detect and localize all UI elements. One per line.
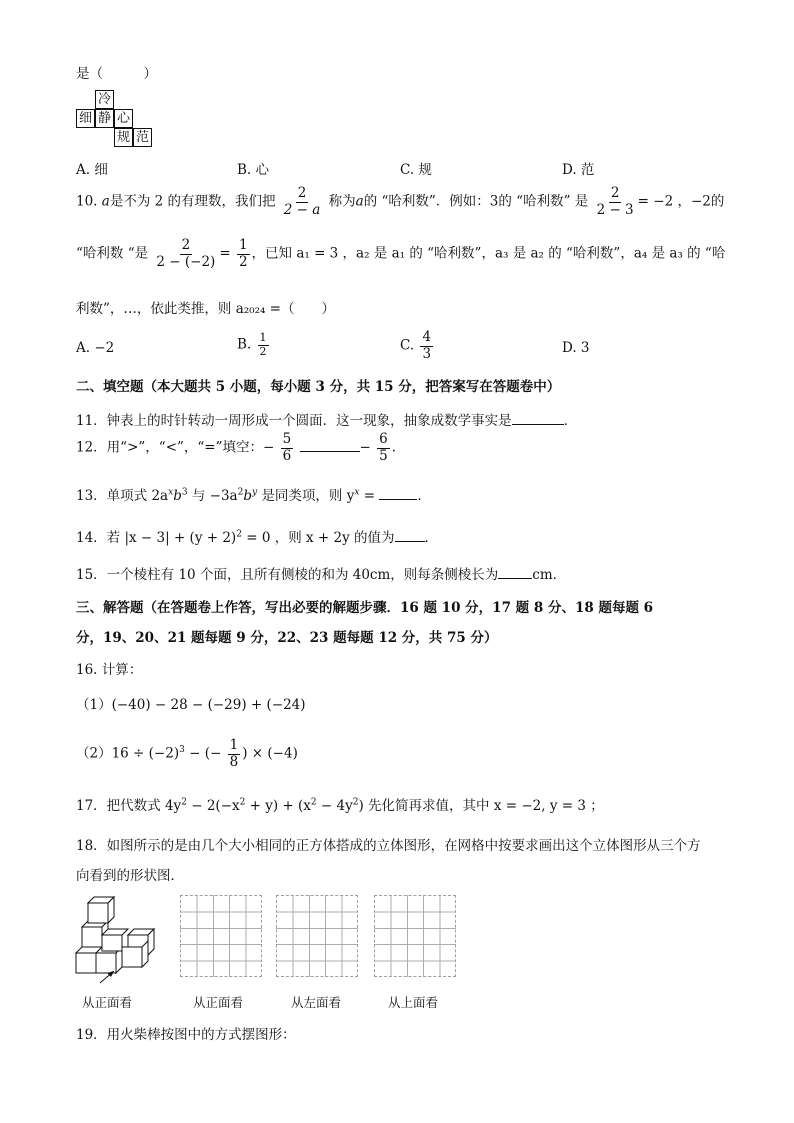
caption-figure: 从正面看 xyxy=(82,995,133,1010)
q15: 15．一个棱柱有 10 个面，且所有侧棱的和为 40cm，则每条侧棱长为 cm． xyxy=(76,567,567,583)
caption-top-view: 从上面看 xyxy=(388,995,439,1010)
answer-blank xyxy=(300,439,360,452)
fraction: $\frac{2}{2 - (-2)}$ xyxy=(156,237,216,270)
net-cell-3: 静 xyxy=(95,109,114,128)
section-3-title-line-1: 三、解答题（在答题卷上作答，写出必要的解题步骤．16 题 10 分，17 题 8 分、18 题每题 6 xyxy=(76,600,654,616)
q11: 11．钟表上的时针转动一周形成一个圆面．这一现象，抽象成数学事实是 ． xyxy=(76,413,578,429)
q10-option-a: A. −2 xyxy=(76,340,115,356)
q10-option-b: B. $\frac{1}{2}$ xyxy=(237,331,267,358)
drawing-grid-top[interactable] xyxy=(374,895,456,977)
fraction: $\frac{2}{2 - 3}$ xyxy=(596,185,634,218)
answer-blank xyxy=(498,566,532,579)
net-cell-1: 冷 xyxy=(95,90,114,109)
q10-option-d: D. 3 xyxy=(562,340,590,356)
q18-line-1: 18．如图所示的是由几个大小相同的正方体搭成的立体图形，在网格中按要求画出这个立体图形从三个方 xyxy=(76,838,701,854)
q14: 14．若 $|x - 3| + (y + 2)^2 = 0$ ，则 x + 2y 的值为 ． xyxy=(76,529,439,546)
answer-blank xyxy=(512,412,564,425)
caption-front-view: 从正面看 xyxy=(193,995,244,1010)
cube-stack-figure xyxy=(74,893,158,987)
q13: 13．单项式 $2a^xb^3$ 与 $-3a^2b^y$ 是同类项，则 $y^x$ = ． xyxy=(76,487,431,504)
q18-line-2: 向看到的形状图． xyxy=(76,868,184,884)
answer-blank xyxy=(379,487,417,500)
caption-left-view: 从左面看 xyxy=(291,995,342,1010)
q9-option-d: D. 范 xyxy=(562,162,595,178)
q17: 17．把代数式 $4y^2 - 2(-x^2 + y) + (x^2 - 4y^2)$ 先化简再求值，其中 x = −2, y = 3 ； xyxy=(76,797,604,814)
q10-option-c: C. $\frac{4}{3}$ xyxy=(400,329,432,362)
drawing-grid-front[interactable] xyxy=(180,895,262,977)
section-3-title-line-2: 分，19、20、21 题每题 9 分，22、23 题每题 12 分，共 75 分） xyxy=(76,630,498,646)
section-2-title: 二、填空题（本大题共 5 小题，每小题 3 分，共 15 分，把答案写在答题卷中） xyxy=(76,379,561,395)
drawing-grid-left[interactable] xyxy=(276,895,358,977)
fraction: $\frac{1}{2}$ xyxy=(238,237,248,270)
net-cell-2: 细 xyxy=(76,109,95,128)
q12: 12．用“>”，“<”，“=”填空：− $\frac{5}{6}$ − $\frac{6}{5}$ ． xyxy=(76,431,406,464)
net-cell-5: 规 xyxy=(114,128,133,147)
q10-line-1: 10. a是不为 2 的有理数，我们把 $\frac{2}{2 - a}$ 称为a的 “哈利数”．例如：3的 “哈利数” 是 $\frac{2}{2 - 3}$ = −2 ，−2的 xyxy=(76,185,725,218)
fraction: $\frac{2}{2 - a}$ xyxy=(283,185,321,218)
q9-stem-end: 是（ ） xyxy=(76,66,157,82)
net-cell-4: 心 xyxy=(114,109,133,128)
q19: 19．用火柴棒按图中的方式摆图形： xyxy=(76,1027,296,1043)
q10-line-3: 利数”，…，依此类推，则 a₂₀₂₄ =（ ） xyxy=(76,301,335,317)
q16-title: 16. 计算： xyxy=(76,662,143,678)
q10-line-2: “哈利数 “是 $\frac{2}{2 - (-2)}$ = $\frac{1}{2}$ ，已知 a₁ = 3 ，a₂ 是 a₁ 的 “哈利数”，a₃ 是 a₂ 的 “哈利数”，a₄ 是 a₃ 的 “哈 xyxy=(76,237,726,270)
q9-option-b: B. 心 xyxy=(237,162,270,178)
q9-option-c: C. 规 xyxy=(400,162,432,178)
q9-option-a: A. 细 xyxy=(76,162,108,178)
q16-part-2: $(2)16 \div (-2)^3$ − (− $\frac{1}{8}$ ) × (−4) xyxy=(76,737,298,770)
answer-blank xyxy=(395,529,425,542)
q16-part-1: （1）(−40) − 28 − (−29) + (−24) xyxy=(76,697,306,713)
net-cell-6: 范 xyxy=(133,128,152,147)
